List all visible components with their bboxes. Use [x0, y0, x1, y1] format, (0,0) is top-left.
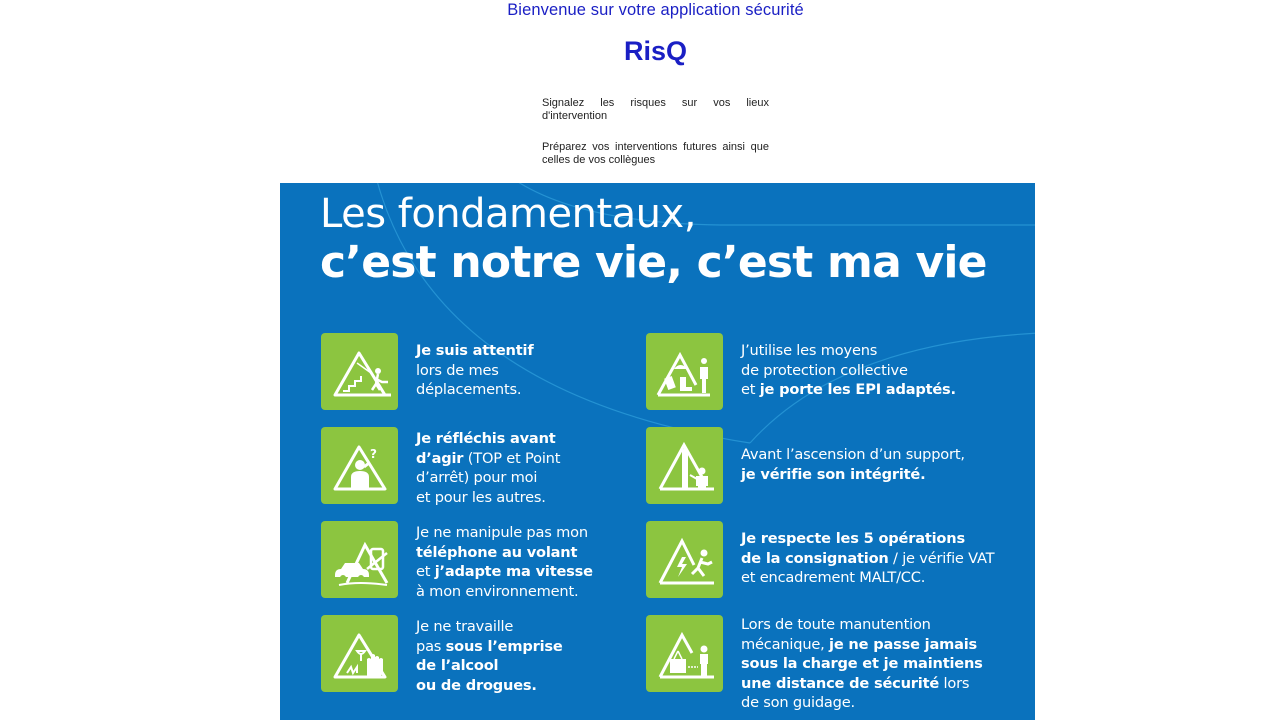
safety-rule-text: Je réfléchis avant d’agir (TOP et Point d’arrêt) pour moi et pour les autres. — [416, 430, 561, 506]
safety-rule-text: Je respecte les 5 opérations de la consignation / je vérifie VAT et encadrement MALT/CC. — [741, 530, 995, 586]
safety-rule-item — [646, 615, 983, 713]
safety-rule-item — [321, 333, 533, 410]
safety-rule-text: Je ne manipule pas mon téléphone au volant et j’adapte ma vitesse à mon environnement. — [416, 524, 593, 600]
safety-rule-item — [321, 427, 560, 507]
safety-rule-item — [646, 427, 965, 504]
suspended-load-warning-icon — [646, 615, 723, 692]
safety-rule-item — [646, 333, 956, 410]
thinking-person-warning-icon — [321, 427, 398, 504]
banner-title-line2: c’est notre vie, c’est ma vie — [320, 237, 987, 288]
protective-equipment-warning-icon — [646, 333, 723, 410]
welcome-heading: Bienvenue sur votre application sécurité — [507, 1, 804, 19]
safety-rule-text: Je ne travaille pas sous l’emprise de l’alcool ou de drogues. — [416, 618, 563, 694]
safety-rule-item — [646, 521, 994, 598]
banner-title-line1: Les fondamentaux, — [320, 191, 696, 237]
safety-rule-text: Je suis attentif lors de mes déplacements. — [416, 342, 534, 398]
electrical-hazard-warning-icon — [646, 521, 723, 598]
safety-rule-item — [321, 615, 563, 695]
safety-fundamentals-banner — [280, 183, 1035, 720]
safety-rule-item — [321, 521, 593, 601]
safety-rule-text: Avant l’ascension d’un support, je vérifie son intégrité. — [741, 446, 965, 483]
intro-report-risks: Signalez les risques sur vos lieux d'intervention — [542, 97, 769, 122]
intro-prepare-interventions: Préparez vos interventions futures ainsi que celles de vos collègues — [542, 141, 769, 166]
pole-climbing-warning-icon — [646, 427, 723, 504]
app-title: RisQ — [623, 36, 688, 66]
stairs-walking-warning-icon — [321, 333, 398, 410]
safety-rule-text: Lors de toute manutention mécanique, je ne passe jamais sous la charge et je maintiens une distance de sécurité lors de son guidage. — [741, 616, 983, 711]
svg-text:?: ? — [369, 446, 377, 461]
car-phone-warning-icon — [321, 521, 398, 598]
alcohol-drugs-stop-warning-icon — [321, 615, 398, 692]
safety-rule-text: J’utilise les moyens de protection collective et je porte les EPI adaptés. — [741, 342, 956, 398]
